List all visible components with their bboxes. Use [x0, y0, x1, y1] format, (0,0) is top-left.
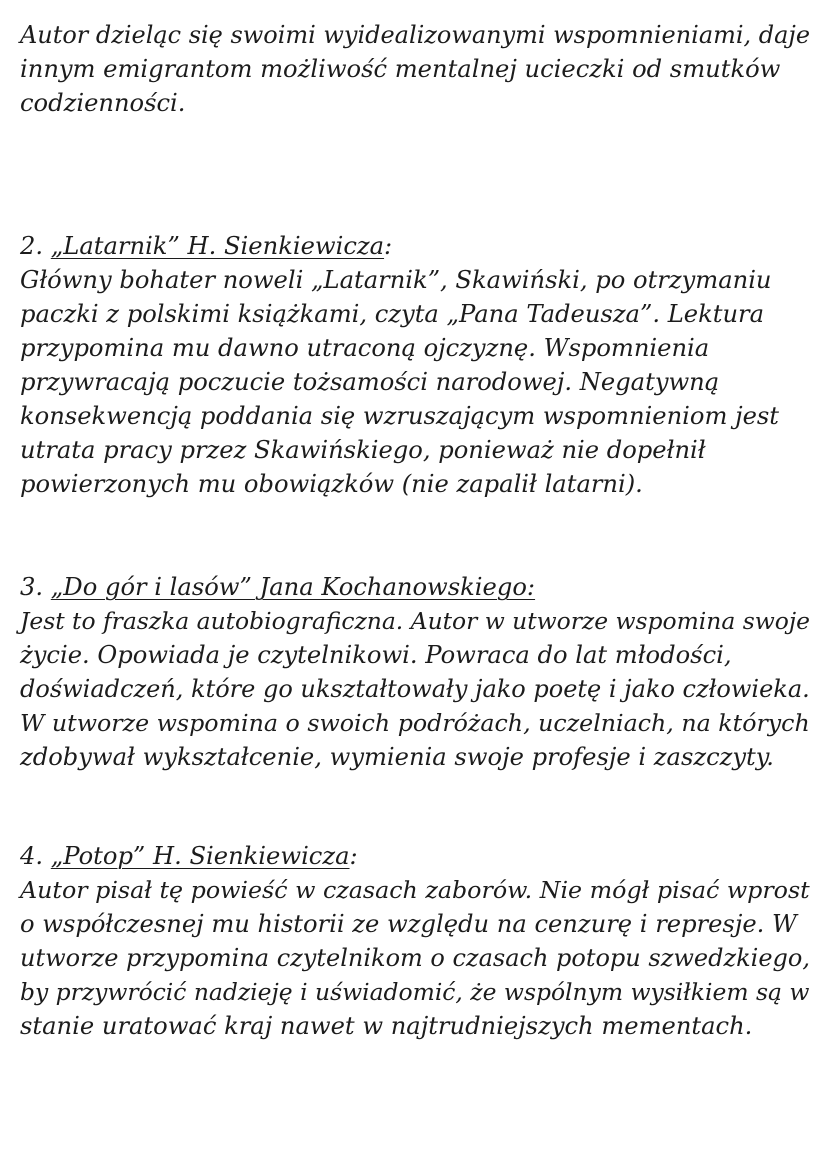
section-heading: [20, 570, 810, 604]
intro-paragraph: [20, 18, 810, 120]
text-line: życie. Opowiada je czytelnikowi. Powraca do lat młodości,: [20, 641, 732, 669]
section-number: 3.: [20, 573, 51, 601]
text-line: konsekwencją poddania się wzruszającym wspomnieniom jest: [20, 402, 780, 430]
section-number: 2.: [20, 232, 51, 260]
text-line: utrata pracy przez Skawińskiego, ponieważ nie dopełnił: [20, 436, 706, 464]
text-line: przywracają poczucie tożsamości narodowej. Negatywną: [20, 368, 720, 396]
text-line: innym emigrantom możliwość mentalnej ucieczki od smutków: [20, 55, 781, 83]
text-line: doświadczeń, które go ukształtowały jako poetę i jako człowieka.: [20, 675, 810, 703]
text-line: stanie uratować kraj nawet w najtrudniejszych mementach.: [20, 1012, 753, 1040]
section-heading: [20, 839, 810, 873]
section-number: 4.: [20, 842, 51, 870]
section-title: „Potop” H. Sienkiewicza: [50, 842, 350, 870]
text-line: W utworze wspomina o swoich podróżach, uczelniach, na których: [20, 709, 810, 737]
text-line: Autor dzieląc się swoimi wyidealizowanymi wspomnieniami, daje: [20, 21, 811, 49]
text-line: powierzonych mu obowiązków (nie zapalił latarni).: [20, 470, 643, 498]
text-line: zdobywał wykształcenie, wymienia swoje profesje i zaszczyty.: [20, 743, 774, 771]
text-line: Główny bohater noweli „Latarnik”, Skawiński, po otrzymaniu: [20, 266, 772, 294]
section-title: „Latarnik” H. Sienkiewicza: [50, 232, 385, 260]
text-line: utworze przypomina czytelnikom o czasach potopu szwedzkiego,: [20, 944, 810, 972]
section-do-gor-i-lasow: [20, 570, 810, 774]
text-line: paczki z polskimi książkami, czyta „Pana Tadeusza”. Lektura: [20, 300, 765, 328]
section-title: „Do gór i lasów” Jana Kochanowskiego:: [50, 573, 536, 601]
text-line: Autor pisał tę powieść w czasach zaborów. Nie mógł pisać wprost: [20, 876, 810, 904]
text-line: przypomina mu dawno utraconą ojczyznę. Wspomnienia: [20, 334, 710, 362]
section-colon: :: [349, 842, 358, 870]
text-line: by przywrócić nadzieję i uświadomić, że wspólnym wysiłkiem są w: [20, 978, 810, 1006]
text-line: codzienności.: [20, 89, 186, 117]
section-latarnik: [20, 229, 779, 501]
section-potop: [20, 839, 810, 1043]
section-heading: [20, 229, 779, 263]
section-colon: :: [384, 232, 393, 260]
text-line: Jest to fraszka autobiograficzna. Autor w utworze wspomina swoje: [20, 607, 810, 635]
text-line: o współczesnej mu historii ze względu na cenzurę i represje. W: [20, 910, 797, 938]
